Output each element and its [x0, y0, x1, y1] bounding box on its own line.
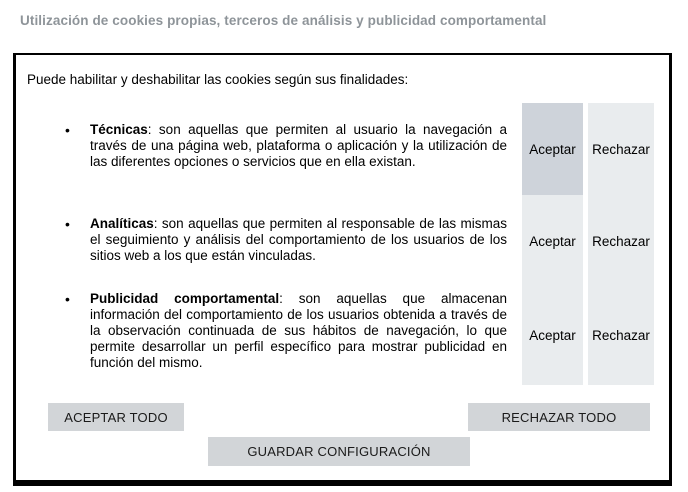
cookie-description-tecnicas	[90, 122, 507, 170]
save-configuration-button[interactable]: GUARDAR CONFIGURACIÓN	[208, 437, 470, 466]
bullet-icon: •	[65, 216, 70, 232]
page-title: Utilización de cookies propias, terceros de análisis y publicidad comportamental	[20, 13, 547, 28]
accept-option-analiticas[interactable]: Aceptar	[529, 234, 576, 249]
cookie-settings-dialog	[13, 53, 672, 486]
reject-all-button[interactable]: RECHAZAR TODO	[468, 403, 650, 431]
reject-option-publicidad[interactable]: Rechazar	[592, 328, 650, 343]
cookie-desc-text: : son aquellas que permiten al usuario la navegación a través de una página web, plataforma o aplicación y la utilización de las diferentes opciones o servicios que en ella existan.	[90, 122, 507, 169]
accept-option-publicidad[interactable]: Aceptar	[529, 328, 576, 343]
cookie-term-publicidad: Publicidad comportamental	[90, 291, 280, 306]
accept-option-tecnicas[interactable]: Aceptar	[529, 142, 576, 157]
accept-all-button[interactable]: ACEPTAR TODO	[48, 403, 184, 431]
cookie-term-tecnicas: Técnicas	[90, 122, 148, 137]
intro-text: Puede habilitar y deshabilitar las cookies según sus finalidades:	[27, 72, 409, 87]
dialog-content	[16, 55, 669, 480]
cookie-description-analiticas	[90, 216, 507, 264]
cookie-term-analiticas: Analíticas	[90, 216, 154, 231]
reject-option-analiticas[interactable]: Rechazar	[592, 234, 650, 249]
cookie-desc-text: : son aquellas que permiten al responsable de las mismas el seguimiento y análisis del comportamiento de los usuarios de los sitios web a los que están vinculadas.	[90, 216, 507, 263]
reject-option-tecnicas[interactable]: Rechazar	[592, 142, 650, 157]
cookie-description-publicidad	[90, 291, 507, 371]
cookie-desc-text: : son aquellas que almacenan información del comportamiento de los usuarios obtenida a través de la observación continuada de sus hábitos de navegación, lo que permite desarrollar un perfil específico para mostrar publicidad en función del mismo.	[90, 291, 507, 370]
bullet-icon: •	[65, 122, 70, 138]
bullet-icon: •	[65, 291, 70, 307]
